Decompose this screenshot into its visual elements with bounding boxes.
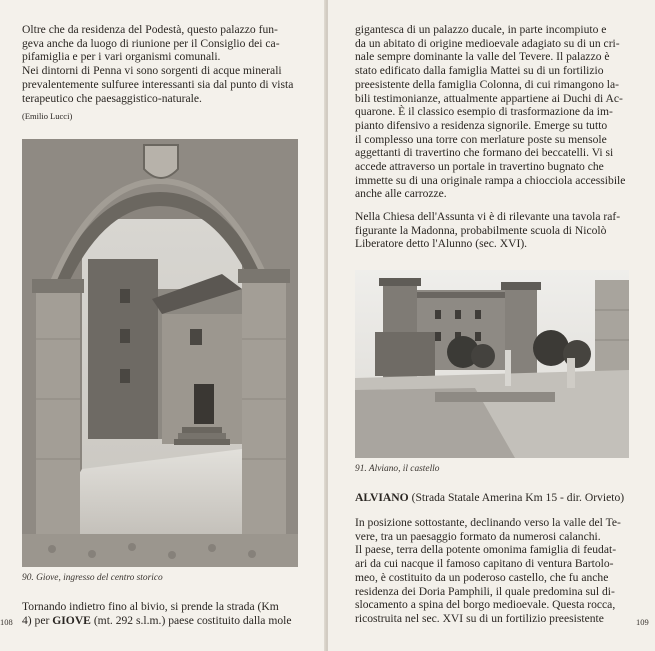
text-line: stato edificato dalla famiglia Mattei su di un fortilizio	[355, 64, 604, 78]
text-line: accede attraverso un portale in travertino bugnato che	[355, 160, 604, 174]
text-line: bili testimonianze, attualmente appartiene ai Duchi di Ac-	[355, 91, 623, 105]
text-line: residenza dei Doria Pamphili, il quale predomina sul di-	[355, 584, 615, 598]
caption-number: 91.	[355, 464, 367, 474]
caption-text: Alviano, il castello	[368, 464, 440, 474]
right-paragraph-1	[355, 23, 629, 201]
text-line: aggettanti di travertino che formano dei beccatelli. Vi si	[355, 146, 614, 160]
text-line: pifamiglia e per i vari organismi comunali.	[22, 50, 221, 64]
right-paragraph-3	[355, 516, 629, 626]
text-line: Nella Chiesa dell'Assunta vi è di rilevante una tavola raf-	[355, 210, 621, 223]
text-line: In posizione sottostante, declinando verso la valle del Te-	[355, 516, 621, 529]
text-line: da un abitato di origine medioevale adagiato su di un cri-	[355, 36, 620, 50]
text-line: pianto difensivo a residenza signorile. Emerge su tutto	[355, 118, 608, 132]
left-paragraph-1	[22, 23, 304, 64]
place-name-alviano: ALVIANO	[355, 491, 409, 504]
text-line: vere, tra un paesaggio formato da numerosi calanchi.	[355, 529, 601, 543]
text-line: Tornando indietro fino al bivio, si prende la strada (Km	[22, 600, 279, 613]
text-line: quarone. È il classico esempio di trasformazione da im-	[355, 105, 613, 119]
text-line: slocamento a spina del borgo medioevale. Questa rocca,	[355, 598, 616, 612]
text-line: Il paese, terra della potente omonima famiglia di feudat-	[355, 543, 617, 557]
text-line: anche alle carrozze.	[355, 187, 447, 201]
left-bottom-text	[22, 600, 307, 627]
left-intro-text	[22, 23, 304, 105]
caption-number: 90.	[22, 573, 34, 583]
text-line: preesistente della famiglia Colonna, di cui rimangono la-	[355, 77, 620, 91]
text-line: meo, è costituito da un poderoso castello, che fu anche	[355, 570, 609, 584]
photo-caption-91	[355, 464, 439, 474]
text-line: Liberatore detto l'Alunno (sec. XVI).	[355, 237, 528, 251]
left-page	[0, 0, 326, 651]
text-line: gigantesca di un palazzo ducale, in parte incompiuto e	[355, 23, 607, 36]
text-fragment: 4) per	[22, 613, 53, 627]
text-line: Nei dintorni di Penna vi sono sorgenti di acque minerali	[22, 64, 282, 78]
text-line: nale sempre dominante la valle del Tevere. Il palazzo è	[355, 50, 610, 64]
alviano-heading	[355, 491, 645, 505]
page-number-left: 108	[0, 617, 13, 627]
text-line: terapeutico che paesaggistico-naturale.	[22, 91, 202, 105]
text-line: geva anche da luogo di riunione per il Consiglio dei ca-	[22, 36, 280, 50]
photo-giove-gate	[22, 139, 298, 567]
right-paragraph-2	[355, 210, 629, 251]
page-number-right: 109	[636, 617, 649, 627]
author-credit: (Emilio Lucci)	[22, 111, 73, 121]
photo-caption-90	[22, 573, 163, 583]
text-line: prevalentemente sulfuree interessanti sia dal punto di vista	[22, 77, 294, 91]
left-paragraph-2	[22, 64, 304, 105]
heading-route: (Strada Statale Amerina Km 15 - dir. Orvieto)	[408, 491, 625, 504]
text-fragment: (mt. 292 s.l.m.) paese costituito dalla mole	[90, 613, 292, 627]
place-name-giove: GIOVE	[52, 613, 91, 627]
text-line: immette su di una originale rampa a chiocciola accessibile	[355, 173, 626, 187]
text-line: figurante la Madonna, probabilmente scuola di Nicolò	[355, 223, 607, 237]
text-line: ari da cui nacque il famoso capitano di ventura Bartolo-	[355, 557, 614, 571]
text-line: Oltre che da residenza del Podestà, questo palazzo fun-	[22, 23, 278, 36]
caption-text: Giove, ingresso del centro storico	[36, 573, 163, 583]
right-page	[328, 0, 655, 651]
text-line: ricostruita nel sec. XVI su di un fortilizio preesistente	[355, 611, 604, 625]
text-line: il complesso una torre con merlature poste su mensole	[355, 132, 607, 146]
photo-alviano-castle	[355, 270, 629, 458]
